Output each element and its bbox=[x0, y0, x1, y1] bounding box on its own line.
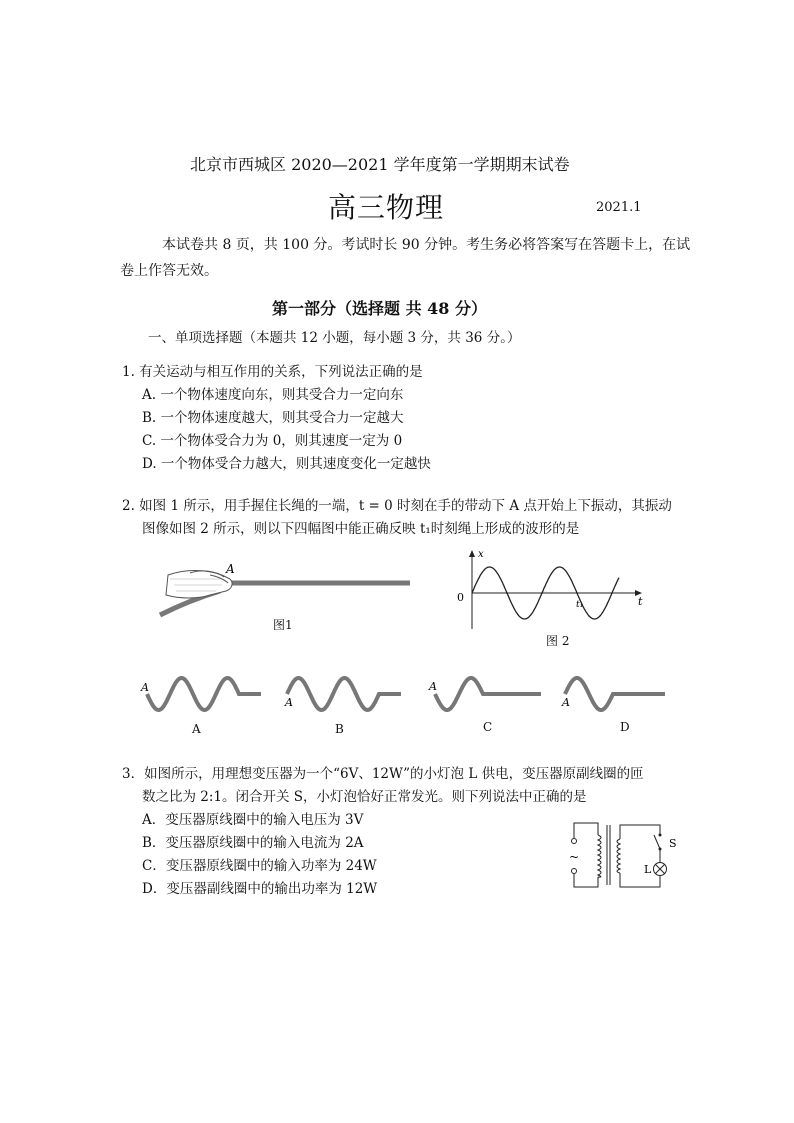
part-title: 第一部分（选择题 共 48 分） bbox=[272, 299, 487, 318]
graph-t1-label: t₁ bbox=[576, 600, 584, 610]
q1-stem: 1. 有关运动与相互作用的关系，下列说法正确的是 bbox=[122, 364, 423, 380]
wave-c-point-label: A bbox=[429, 680, 437, 693]
figure-1-caption: 图1 bbox=[273, 618, 293, 632]
wave-d-point-label: A bbox=[562, 696, 570, 709]
choice-label-d: D bbox=[620, 720, 630, 734]
figure-2-vibration-graph bbox=[452, 545, 652, 635]
q1-option-a: A. 一个物体速度向东，则其受合力一定向东 bbox=[142, 387, 404, 403]
exam-header: 北京市西城区 2020—2021 学年度第一学期期末试卷 bbox=[190, 155, 570, 174]
subsection-title: 一、单项选择题（本题共 12 小题，每小题 3 分，共 36 分。） bbox=[148, 330, 521, 346]
choice-label-a: A bbox=[192, 722, 201, 736]
intro-line-1: 本试卷共 8 页，共 100 分。考试时长 90 分钟。考生务必将答案写在答题卡上，在试 bbox=[162, 237, 691, 253]
q2-wave-choices bbox=[135, 668, 695, 720]
wave-choice-c bbox=[435, 678, 541, 710]
q2-stem-line-1: 2. 如图 1 所示，用手握住长绳的一端，t = 0 时刻在手的带动下 A 点开始上下振动，其振动 bbox=[122, 498, 672, 514]
wave-choice-d bbox=[565, 678, 665, 710]
graph-x-axis-label: t bbox=[638, 595, 643, 608]
graph-origin-label: 0 bbox=[457, 591, 464, 604]
switch-label: S bbox=[669, 837, 677, 850]
choice-label-b: B bbox=[335, 722, 344, 736]
figure-2-caption: 图 2 bbox=[546, 634, 570, 648]
wave-a-point-label: A bbox=[141, 681, 149, 694]
transformer-circuit bbox=[560, 815, 690, 895]
q3-stem-line-1: 3．如图所示，用理想变压器为一个“6V、12W”的小灯泡 L 供电，变压器原副线圈的匝 bbox=[122, 766, 644, 782]
q3-stem-line-2: 数之比为 2:1。闭合开关 S，小灯泡恰好正常发光。则下列说法中正确的是 bbox=[142, 789, 587, 805]
lamp-label: L bbox=[644, 863, 652, 876]
subject-title: 高三物理 bbox=[328, 191, 445, 224]
q1-option-d: D. 一个物体受合力越大，则其速度变化一定越快 bbox=[142, 456, 431, 472]
q3-option-b: B．变压器原线圈中的输入电流为 2A bbox=[142, 835, 364, 851]
wave-choice-b bbox=[287, 678, 401, 710]
wave-choice-a bbox=[147, 678, 261, 710]
q2-stem-line-2: 图像如图 2 所示，则以下四幅图中能正确反映 t₁时刻绳上形成的波形的是 bbox=[142, 521, 580, 537]
intro-line-2: 卷上作答无效。 bbox=[120, 263, 218, 279]
fig1-point-label: A bbox=[226, 562, 235, 576]
q3-option-c: C．变压器原线圈中的输入功率为 24W bbox=[142, 858, 377, 874]
q1-option-c: C. 一个物体受合力为 0，则其速度一定为 0 bbox=[142, 433, 403, 449]
switch-s bbox=[654, 835, 660, 849]
exam-date: 2021.1 bbox=[596, 200, 642, 215]
q3-option-a: A．变压器原线圈中的输入电压为 3V bbox=[142, 812, 364, 828]
figure-1-hand-rope bbox=[150, 555, 420, 625]
q3-option-d: D．变压器副线圈中的输出功率为 12W bbox=[142, 881, 378, 897]
ac-source-symbol: ~ bbox=[569, 850, 580, 864]
choice-label-c: C bbox=[483, 720, 493, 734]
secondary-coil bbox=[617, 839, 620, 873]
graph-y-axis-label: x bbox=[478, 549, 484, 560]
q1-option-b: B. 一个物体速度越大，则其受合力一定越大 bbox=[142, 410, 404, 426]
wave-b-point-label: A bbox=[285, 696, 293, 709]
primary-coil bbox=[598, 835, 601, 877]
